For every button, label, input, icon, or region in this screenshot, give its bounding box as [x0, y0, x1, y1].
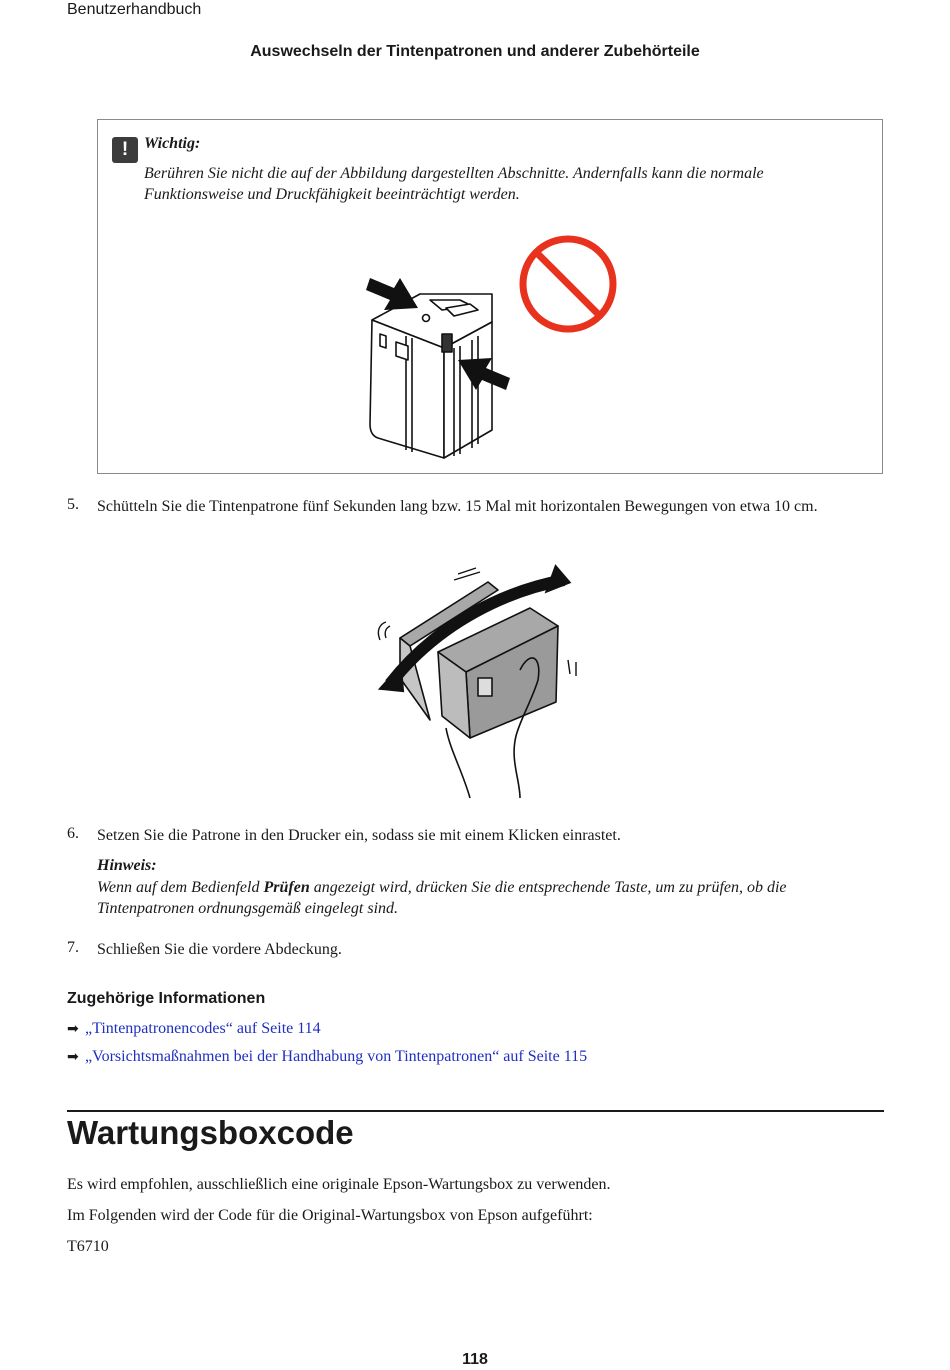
note-heading: Hinweis: — [97, 857, 157, 874]
link-vorsichtsmassnahmen[interactable]: „Vorsichtsmaßnahmen bei der Handhabung von Tintenpatronen“ auf Seite 115 — [85, 1048, 588, 1065]
step-6-number: 6. — [67, 825, 79, 842]
step-7-number: 7. — [67, 939, 79, 956]
note-text-after: angezeigt wird, drücken Sie die entsprechende Taste, um zu prüfen, ob die Tintenpatronen ordnungsgemäß eingelegt sind. — [97, 879, 787, 917]
link-tintenpatronencodes[interactable]: „Tintenpatronencodes“ auf Seite 114 — [85, 1020, 321, 1037]
related-info-heading: Zugehörige Informationen — [67, 990, 266, 1007]
important-heading: Wichtig: — [144, 135, 201, 152]
note-text — [97, 877, 837, 919]
warning-icon — [112, 137, 138, 163]
arrow-icon-top — [366, 278, 418, 310]
manual-title: Benutzerhandbuch — [67, 1, 202, 18]
section-divider — [67, 1110, 884, 1112]
related-link-row — [67, 1020, 321, 1038]
section-paragraph: Es wird empfohlen, ausschließlich eine originale Epson-Wartungsbox zu verwenden. — [67, 1176, 611, 1193]
maintenance-box-code: T6710 — [67, 1238, 109, 1255]
motion-marks-icon — [454, 568, 480, 580]
related-link-row — [67, 1048, 587, 1066]
cartridge-do-not-touch-illustration — [360, 230, 630, 470]
link-arrow-icon: ➡ — [67, 1049, 79, 1065]
step-7-text: Schließen Sie die vordere Abdeckung. — [97, 941, 342, 958]
important-text: Berühren Sie nicht die auf der Abbildung dargestellten Abschnitte. Andernfalls kann die normale Funktionsweise und Druckfähigkeit beeinträchtigt werden. — [144, 165, 764, 203]
section-paragraph: Im Folgenden wird der Code für die Original-Wartungsbox von Epson aufgeführt: — [67, 1207, 593, 1224]
note-text-before: Wenn auf dem Bedienfeld — [97, 879, 264, 896]
link-arrow-icon: ➡ — [67, 1021, 79, 1037]
step-6-text: Setzen Sie die Patrone in den Drucker ein, sodass sie mit einem Klicken einrastet. — [97, 827, 621, 844]
shake-cartridge-illustration — [370, 560, 580, 805]
page-number: 118 — [462, 1351, 488, 1368]
chapter-title: Auswechseln der Tintenpatronen und anderer Zubehörteile — [250, 43, 700, 60]
step-5-number: 5. — [67, 496, 79, 513]
warning-icon-glyph: ! — [121, 139, 129, 160]
step-5-text: Schütteln Sie die Tintenpatrone fünf Sekunden lang bzw. 15 Mal mit horizontalen Bewegungen von etwa 10 cm. — [97, 498, 818, 515]
prohibition-icon — [523, 239, 613, 329]
section-title: Wartungsboxcode — [67, 1114, 354, 1151]
note-text-bold: Prüfen — [263, 879, 310, 896]
